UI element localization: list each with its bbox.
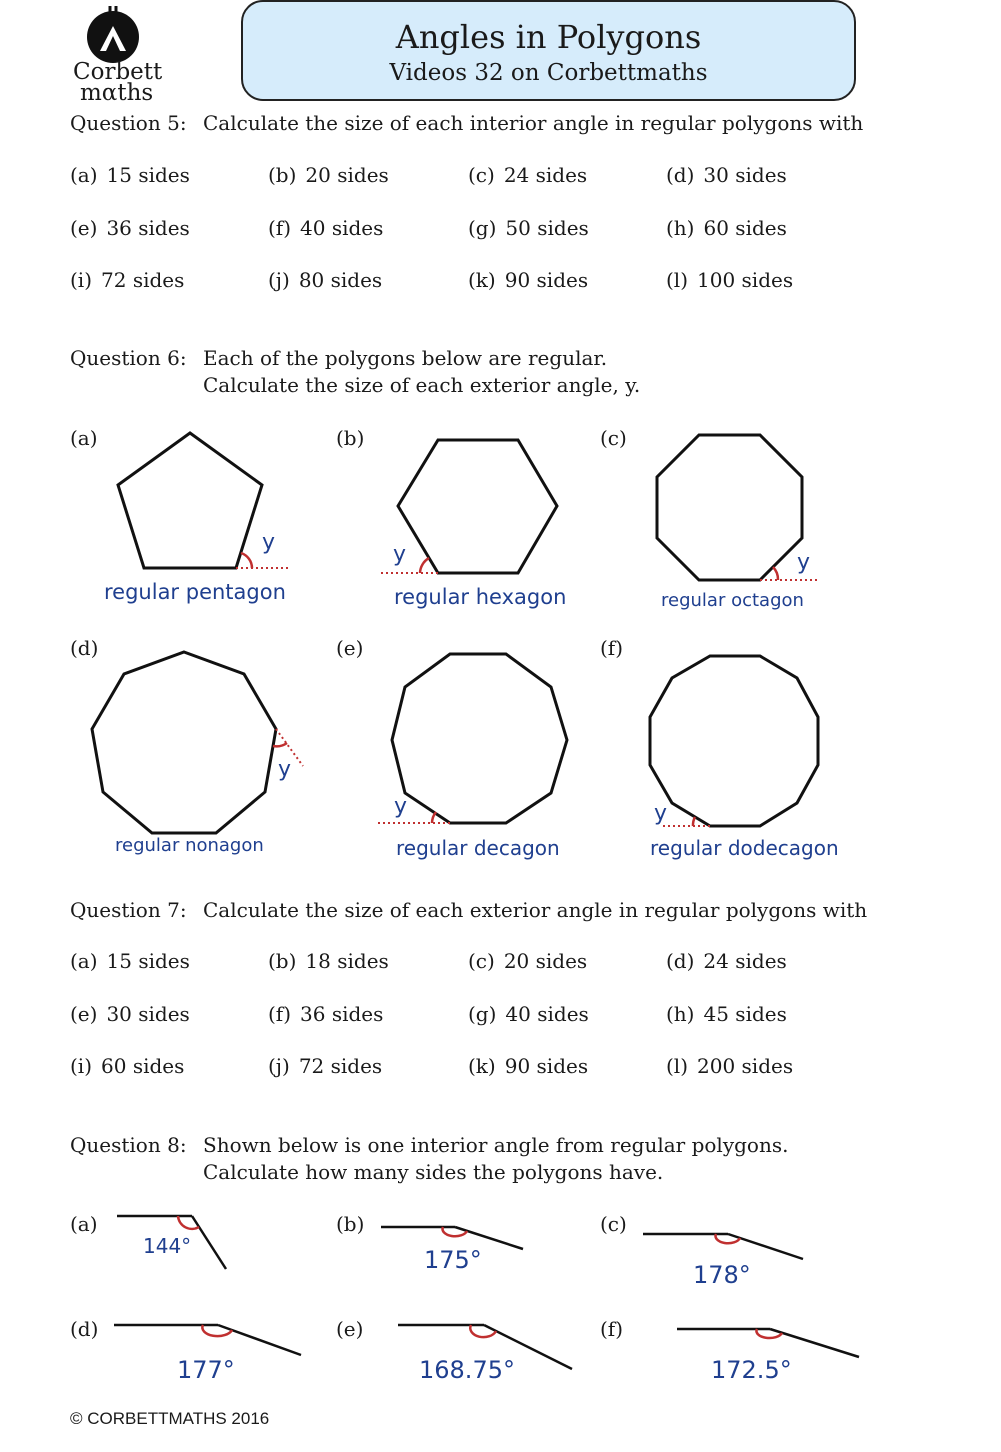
- y-label: y: [797, 550, 811, 575]
- part-label: (d): [666, 163, 695, 187]
- q6-text-line2: Calculate the size of each exterior angle, y.: [203, 373, 641, 397]
- q6-part-label: (c): [600, 426, 627, 450]
- part-text: 30 sides: [703, 163, 787, 187]
- y-label: y: [654, 801, 668, 826]
- page-subtitle: Videos 32 on Corbettmaths: [389, 60, 708, 86]
- part-label: (b): [268, 163, 297, 187]
- page-title: Angles in Polygons: [395, 18, 702, 56]
- angle-value: 144°: [143, 1234, 192, 1258]
- part-label: (f): [268, 215, 292, 240]
- part-label: (l): [666, 1054, 689, 1078]
- part-text: 24 sides: [703, 949, 787, 973]
- part-label: (l): [666, 268, 689, 292]
- part-label: (c): [468, 163, 495, 187]
- part-text: 40 sides: [505, 1001, 589, 1026]
- part-text: 40 sides: [300, 215, 384, 240]
- part-text: 36 sides: [300, 1001, 384, 1026]
- part-text: 60 sides: [101, 1054, 185, 1078]
- part-text: 30 sides: [106, 1001, 190, 1026]
- part-text: 60 sides: [703, 215, 787, 240]
- q6-part-label: (f): [600, 636, 624, 660]
- part-label: (g): [468, 215, 497, 240]
- q8-part-label: (c): [600, 1212, 627, 1236]
- q7-label: Question 7:: [70, 898, 187, 922]
- q6-label: Question 6:: [70, 346, 187, 370]
- part-label: (e): [70, 1001, 98, 1026]
- angle-value: 178°: [693, 1261, 751, 1289]
- copyright: © CORBETTMATHS 2016: [70, 1409, 270, 1428]
- part-label: (j): [268, 1054, 290, 1078]
- part-label: (a): [70, 949, 98, 973]
- y-label: y: [393, 542, 407, 567]
- q7-text: Calculate the size of each exterior angle in regular polygons with: [203, 898, 868, 922]
- q6-part-label: (a): [70, 426, 98, 450]
- q8-text-line1: Shown below is one interior angle from regular polygons.: [203, 1133, 789, 1157]
- part-label: (h): [666, 1001, 695, 1026]
- y-label: y: [262, 530, 276, 555]
- part-label: (i): [70, 268, 93, 292]
- q8-part-label: (d): [70, 1317, 99, 1341]
- shape-name: regular hexagon: [394, 585, 567, 609]
- part-text: 90 sides: [504, 268, 589, 292]
- logo-text-line1: Corbett: [73, 59, 163, 85]
- angle-arc: [202, 1325, 232, 1336]
- q6-part-label: (e): [336, 636, 364, 660]
- part-text: 80 sides: [298, 268, 383, 292]
- angle-value: 175°: [424, 1246, 482, 1274]
- part-text: 72 sides: [101, 268, 185, 292]
- q6-part-label: (b): [336, 426, 365, 450]
- q8-text-line2: Calculate how many sides the polygons have.: [203, 1160, 664, 1184]
- angle-value: 177°: [177, 1356, 235, 1384]
- part-label: (c): [468, 949, 495, 973]
- y-label: y: [278, 757, 292, 782]
- q6-part-label: (d): [70, 636, 99, 660]
- part-label: (k): [468, 1054, 496, 1078]
- part-label: (b): [268, 949, 297, 973]
- part-text: 15 sides: [106, 163, 190, 187]
- q8-part-label: (a): [70, 1212, 98, 1236]
- q8-part-label: (b): [336, 1212, 365, 1236]
- part-label: (h): [666, 215, 695, 240]
- shape-name: regular pentagon: [104, 580, 286, 604]
- y-label: y: [394, 794, 408, 819]
- q6-text-line1: Each of the polygons below are regular.: [203, 346, 608, 370]
- part-text: 50 sides: [505, 215, 589, 240]
- part-text: 36 sides: [106, 215, 190, 240]
- part-text: 200 sides: [697, 1054, 794, 1078]
- q8-part-label: (f): [600, 1317, 624, 1341]
- part-label: (f): [268, 1001, 292, 1026]
- q8-label: Question 8:: [70, 1133, 187, 1157]
- part-label: (i): [70, 1054, 93, 1078]
- part-label: (a): [70, 163, 98, 187]
- part-text: 72 sides: [298, 1054, 383, 1078]
- part-label: (d): [666, 949, 695, 973]
- part-text: 100 sides: [697, 268, 794, 292]
- part-label: (k): [468, 268, 496, 292]
- part-text: 20 sides: [305, 163, 389, 187]
- q8-part-label: (e): [336, 1317, 364, 1341]
- angle-value: 172.5°: [711, 1356, 792, 1384]
- q5-label: Question 5:: [70, 111, 187, 135]
- shape-name: regular octagon: [661, 590, 804, 611]
- part-text: 18 sides: [305, 949, 389, 973]
- part-text: 24 sides: [503, 163, 588, 187]
- part-text: 45 sides: [703, 1001, 787, 1026]
- q5-text: Calculate the size of each interior angle in regular polygons with: [203, 111, 864, 135]
- part-label: (j): [268, 268, 290, 292]
- logo-text-line2: mαths: [80, 80, 154, 106]
- angle-arc: [716, 1234, 740, 1243]
- part-label: (g): [468, 1001, 497, 1026]
- shape-name: regular dodecagon: [650, 836, 839, 860]
- shape-name: regular nonagon: [115, 835, 264, 856]
- shape-name: regular decagon: [396, 836, 560, 860]
- angle-value: 168.75°: [419, 1356, 515, 1384]
- part-label: (e): [70, 215, 98, 240]
- part-text: 15 sides: [106, 949, 190, 973]
- part-text: 90 sides: [504, 1054, 589, 1078]
- part-text: 20 sides: [503, 949, 588, 973]
- angle-arc: [470, 1325, 496, 1337]
